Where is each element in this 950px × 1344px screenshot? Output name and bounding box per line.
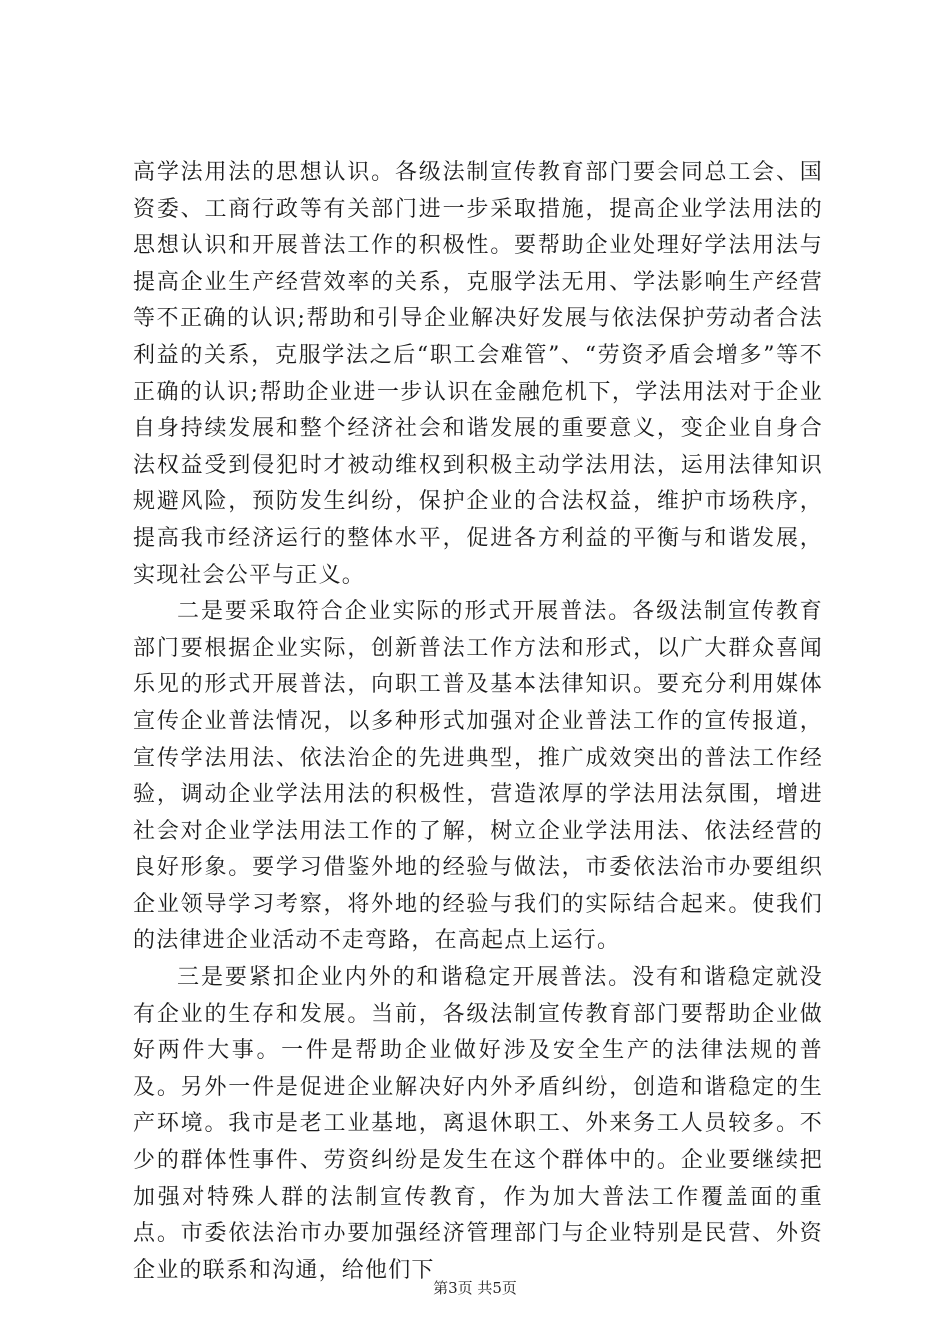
- paragraph-3: 三是要紧扣企业内外的和谐稳定开展普法。没有和谐稳定就没有企业的生存和发展。当前，各级法制宣传教育部门要帮助企业做好两件大事。一件是帮助企业做好涉及安全生产的法律法规的普及。另外一件是促进企业解决好内外矛盾纠纷，创造和谐稳定的生产环境。我市是老工业基地，离退休职工、外来务工人员较多。不少的群体性事件、劳资纠纷是发生在这个群体中的。企业要继续把加强对特殊人群的法制宣传教育，作为加大普法工作覆盖面的重点。市委依法治市办要加强经济管理部门与企业特别是民营、外资企业的联系和沟通，给他们下: [133, 965, 823, 1283]
- paragraph-1: 高学法用法的思想认识。各级法制宣传教育部门要会同总工会、国资委、工商行政等有关部门进一步采取措施，提高企业学法用法的思想认识和开展普法工作的积极性。要帮助企业处理好学法用法与提高企业生产经营效率的关系，克服学法无用、学法影响生产经营等不正确的认识;帮助和引导企业解决好发展与依法保护劳动者合法利益的关系，克服学法之后“职工会难管”、“劳资矛盾会增多”等不正确的认识;帮助企业进一步认识在金融危机下，学法用法对于企业自身持续发展和整个经济社会和谐发展的重要意义，变企业自身合法权益受到侵犯时才被动维权到积极主动学法用法，运用法律知识规避风险，预防发生纠纷，保护企业的合法权益，维护市场秩序，提高我市经济运行的整体水平，促进各方利益的平衡与和谐发展，实现社会公平与正义。: [133, 160, 823, 588]
- paragraph-2: 二是要采取符合企业实际的形式开展普法。各级法制宣传教育部门要根据企业实际，创新普法工作方法和形式，以广大群众喜闻乐见的形式开展普法，向职工普及基本法律知识。要充分利用媒体宣传企业普法情况，以多种形式加强对企业普法工作的宣传报道，宣传学法用法、依法治企的先进典型，推广成效突出的普法工作经验，调动企业学法用法的积极性，营造浓厚的学法用法氛围，增进社会对企业学法用法工作的了解，树立企业学法用法、依法经营的良好形象。要学习借鉴外地的经验与做法，市委依法治市办要组织企业领导学习考察，将外地的经验与我们的实际结合起来。使我们的法律进企业活动不走弯路，在高起点上运行。: [133, 599, 823, 954]
- page-footer: 第3页 共5页: [433, 1279, 517, 1297]
- document-body: [133, 155, 823, 1289]
